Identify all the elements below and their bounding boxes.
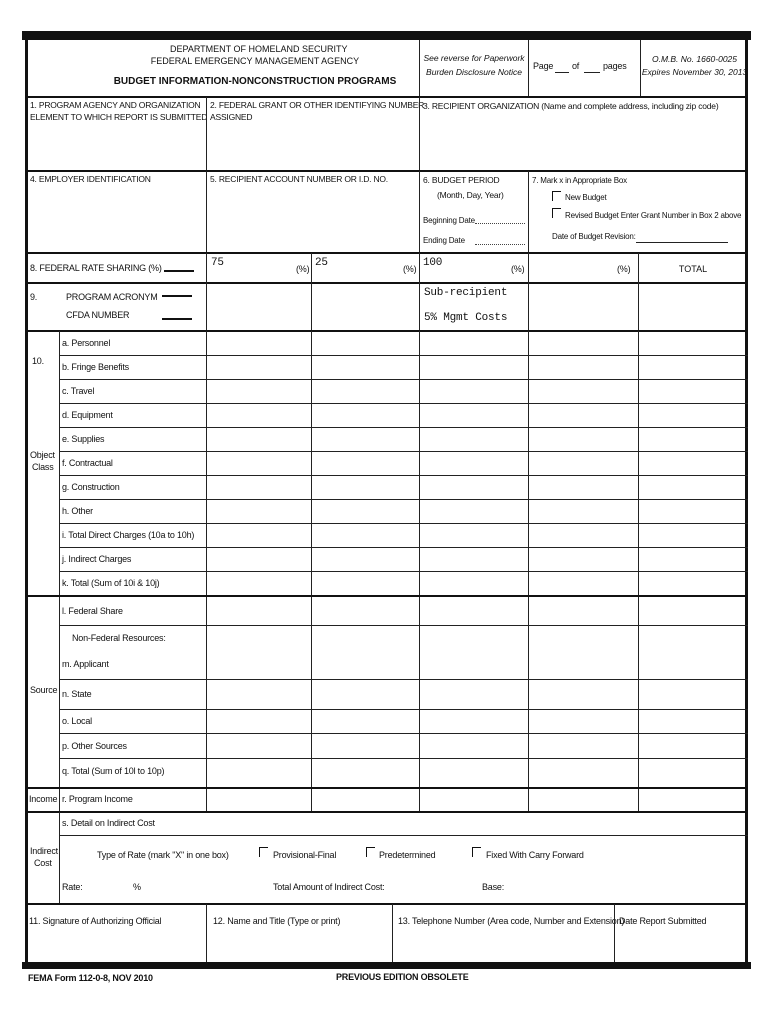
signature-label: 11. Signature of Authorizing Official [29,916,162,926]
row-n: n. State [62,689,92,699]
box5-label: 5. RECIPIENT ACCOUNT NUMBER OR I.D. NO. [210,174,388,184]
new-budget-checkbox[interactable] [552,191,561,201]
page-total-field[interactable] [584,72,600,73]
row-o: o. Local [62,716,92,726]
row-10b: b. Fringe Benefits [62,362,129,372]
rate-col4-pct: (%) [617,264,631,274]
row-10e: e. Supplies [62,434,105,444]
row-p: p. Other Sources [62,741,127,751]
previous-edition-note: PREVIOUS EDITION OBSOLETE [336,972,469,982]
predetermined-checkbox[interactable] [366,847,375,857]
row9-col3-value-2[interactable]: 5% Mgmt Costs [424,312,508,324]
total-indirect-label: Total Amount of Indirect Cost: [273,882,385,892]
begin-date-field[interactable] [475,223,525,224]
revised-budget-label: Revised Budget Enter Grant Number in Box 2 above [565,211,742,220]
form-number: FEMA Form 112-0-8, NOV 2010 [28,973,153,983]
row-q: q. Total (Sum of 10l to 10p) [62,766,165,776]
bottom-border [22,962,751,969]
form-title: BUDGET INFORMATION-NONCONSTRUCTION PROGRAMS [113,76,397,87]
row9-col3-value-1[interactable]: Sub-recipient [424,287,508,299]
row-10a: a. Personnel [62,338,111,348]
rate-col3-pct: (%) [511,264,525,274]
page-label: Page [533,61,554,71]
new-budget-label: New Budget [565,193,607,202]
rate-col1-pct: (%) [296,264,310,274]
row-l: l. Federal Share [62,606,123,616]
object-class-label-1: Object [30,450,55,460]
box7-label: 7. Mark x in Appropriate Box [532,176,627,185]
begin-date-label: Beginning Date [423,216,475,225]
omb-number: O.M.B. No. 1660-0025 [651,54,738,64]
provisional-final-checkbox[interactable] [259,847,268,857]
indirect-label-2: Cost [34,858,52,868]
row-10g: g. Construction [62,482,120,492]
fixed-carry-forward-label: Fixed With Carry Forward [486,850,584,860]
expires-date: Expires November 30, 2013 [641,67,748,77]
end-date-field[interactable] [475,244,525,245]
predetermined-label: Predetermined [379,850,436,860]
revision-date-label: Date of Budget Revision: [552,232,636,241]
rate-type-label: Type of Rate (mark "X" in one box) [97,850,229,860]
row9-number: 9. [30,292,38,302]
dept-name: DEPARTMENT OF HOMELAND SECURITY [170,44,348,54]
rate-col3-value[interactable]: 100 [423,257,443,269]
row-10f: f. Contractual [62,458,113,468]
provisional-final-label: Provisional-Final [273,850,337,860]
date-submitted-label: Date Report Submitted [619,916,707,926]
total-header: TOTAL [678,264,708,274]
row-r: r. Program Income [62,794,133,804]
name-title-label: 12. Name and Title (Type or print) [213,916,341,926]
box6-sub: (Month, Day, Year) [437,190,504,200]
rate-col2-pct: (%) [403,264,417,274]
of-label: of [572,61,580,71]
object-class-label-2: Class [32,462,54,472]
row-10c: c. Travel [62,386,95,396]
section10-number: 10. [32,356,44,366]
program-acronym-label: PROGRAM ACRONYM [66,292,158,302]
box1-label-1: 1. PROGRAM AGENCY AND ORGANIZATION [30,100,201,110]
rate-col2-value[interactable]: 25 [315,257,328,269]
box4-label: 4. EMPLOYER IDENTIFICATION [30,174,151,184]
reverse-note-1: See reverse for Paperwork [423,53,525,63]
box6-label: 6. BUDGET PERIOD [423,175,500,185]
cfda-label: CFDA NUMBER [66,310,130,320]
agency-name: FEDERAL EMERGENCY MANAGEMENT AGENCY [150,56,360,66]
telephone-label: 13. Telephone Number (Area code, Number and Extension) [398,916,625,926]
income-label: Income [29,794,58,804]
source-label: Source [30,685,58,695]
box3-label: 3. RECIPIENT ORGANIZATION (Name and complete address, including zip code) [423,101,719,111]
row-10d: d. Equipment [62,410,113,420]
box2-label-2: ASSIGNED [210,112,253,122]
row-10j: j. Indirect Charges [62,554,132,564]
row-10h: h. Other [62,506,93,516]
row-m: m. Applicant [62,659,109,669]
end-date-label: Ending Date [423,236,465,245]
rate-label: Rate: [62,882,83,892]
box1-label-2: ELEMENT TO WHICH REPORT IS SUBMITTED [30,112,208,122]
top-border [22,31,751,40]
revised-budget-checkbox[interactable] [552,208,561,218]
base-label: Base: [482,882,505,892]
reverse-note-2: Burden Disclosure Notice [426,67,522,77]
non-federal-label: Non-Federal Resources: [72,633,166,643]
fixed-carry-forward-checkbox[interactable] [472,847,481,857]
revision-date-field[interactable] [636,242,728,243]
pages-label: pages [603,61,627,71]
page-number-field[interactable] [555,72,569,73]
row-s: s. Detail on Indirect Cost [62,818,155,828]
rate-col1-value[interactable]: 75 [211,257,224,269]
row8-label: 8. FEDERAL RATE SHARING (%) [30,263,162,273]
row-10k: k. Total (Sum of 10i & 10j) [62,578,160,588]
rate-pct: % [133,882,141,892]
row-10i: i. Total Direct Charges (10a to 10h) [62,530,195,540]
indirect-label-1: Indirect [30,846,58,856]
box2-label-1: 2. FEDERAL GRANT OR OTHER IDENTIFYING NUMBER [210,100,425,110]
